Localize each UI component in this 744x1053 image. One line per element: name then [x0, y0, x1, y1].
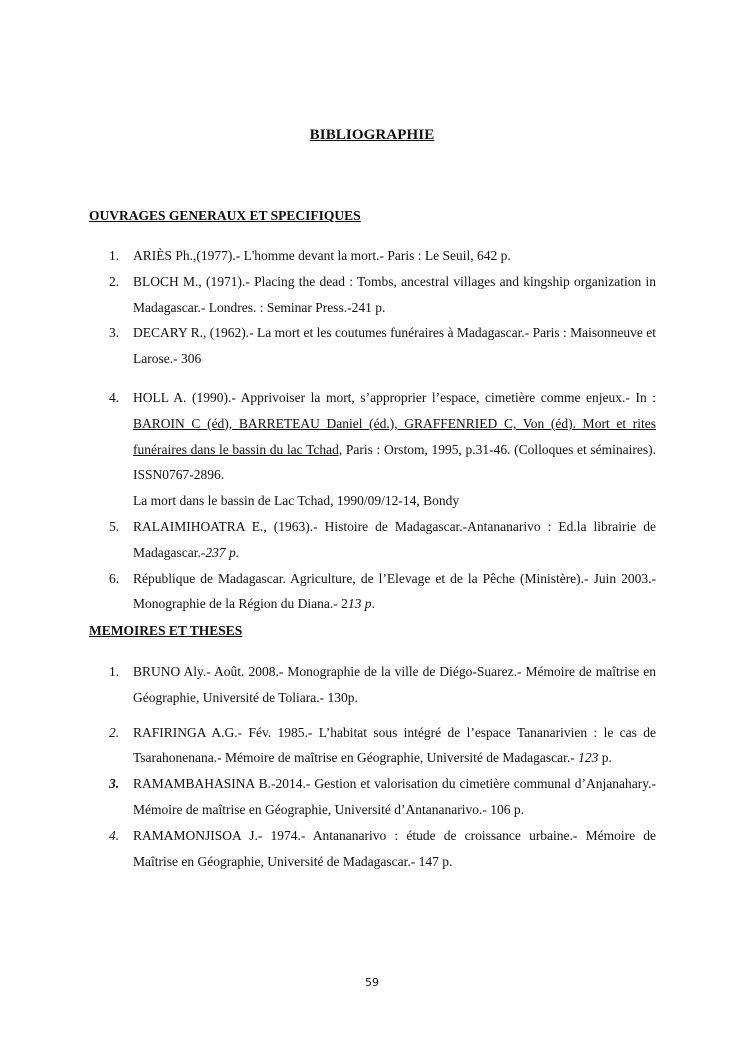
- item-text: ARIÈS Ph.,(1977).- L'homme devant la mort.- Paris : Le Seuil, 642 p.: [133, 248, 511, 263]
- item-text: HOLL A. (1990).- Apprivoiser la mort, s’approprier l’espace, cimetière comme enjeux.- In :: [133, 389, 656, 405]
- item-text: RAMAMBAHASINA B.-2014.- Gestion et valorisation du cimetière communal d’Anjanahary.- Mémoire de maîtrise en Géographie, Université d’Antananarivo.- 106 p.: [133, 776, 656, 817]
- item-text: RAFIRINGA A.G.- Fév. 1985.- L’habitat sous intégré de l’espace Tananarivien : le cas de Tsarahonenana.- Mémoire de maîtrise en Géographie, Université de Madagascar.-: [133, 724, 656, 766]
- item-text: BLOCH M., (1971).- Placing the dead : Tombs, ancestral villages and kingship organization in Madagascar.- Londres. : Seminar Press.-241 p.: [133, 273, 656, 315]
- item-text: Paris : Orstom, 1995, p.31-46. (Colloques et séminaires). ISSN0767-2896.: [133, 441, 657, 483]
- item-number: 1.: [109, 248, 120, 263]
- ouvrages-list: [109, 243, 656, 617]
- item-number: 4.: [109, 389, 120, 405]
- item-text-italic: 237 p.: [205, 544, 240, 560]
- item-number: 2.: [109, 724, 120, 740]
- item-text-second-line: La mort dans le bassin de Lac Tchad, 1990/09/12-14, Bondy: [133, 493, 460, 509]
- list-item: [109, 771, 656, 823]
- item-number: 6.: [109, 570, 120, 586]
- page-number: 59: [365, 976, 379, 989]
- list-item: [109, 823, 656, 875]
- list-item: [109, 514, 656, 566]
- item-text: RAMAMONJISOA J.- 1974.- Antananarivo : étude de croissance urbaine.- Mémoire de Maîtrise en Géographie, Université de Madagascar.- 147 p.: [133, 827, 656, 869]
- item-text: .: [371, 596, 375, 612]
- item-text: RALAIMIHOATRA E., (1963).- Histoire de Madagascar.-Antananarivo : Ed.la librairie de Madagascar.-: [133, 518, 656, 560]
- page-title: BIBLIOGRAPHIE: [309, 127, 435, 143]
- memoires-list: [109, 659, 656, 874]
- list-item: [109, 720, 656, 772]
- item-number: 2.: [109, 273, 120, 289]
- list-item: [109, 385, 656, 514]
- item-text-underlined: BAROIN C (éd), BARRETEAU Daniel (éd.), GRAFFENRIED C, Von (éd). Mort et rites funéraires dans le bassin du lac Tchad,: [133, 415, 656, 457]
- item-number: 1.: [109, 664, 120, 679]
- item-text: République de Madagascar. Agriculture, de l’Elevage et de la Pêche (Ministère).- Juin 2003.- Monographie de la Région du Diana.- 2: [133, 570, 656, 612]
- item-text: DECARY R., (1962).- La mort et les coutumes funéraires à Madagascar.- Paris : Maisonneuve et Larose.- 306: [133, 325, 656, 367]
- list-item: [109, 243, 656, 269]
- list-item: [109, 320, 656, 372]
- item-number: 5.: [109, 518, 120, 534]
- item-text: p.: [598, 750, 612, 766]
- section-heading-ouvrages: OUVRAGES GENERAUX ET SPECIFIQUES: [89, 208, 361, 223]
- list-item: [109, 566, 656, 618]
- item-text-italic: 123: [578, 750, 599, 766]
- list-item: [109, 659, 656, 711]
- item-number: 4.: [109, 827, 120, 843]
- section-heading-memoires: MEMOIRES ET THESES: [89, 623, 243, 638]
- item-text-italic: 13 p: [347, 596, 372, 612]
- list-item: [109, 269, 656, 321]
- item-number: 3.: [109, 776, 120, 792]
- item-text: BRUNO Aly.- Août. 2008.- Monographie de la ville de Diégo-Suarez.- Mémoire de maîtrise en Géographie, Université de Toliara.- 130p.: [133, 664, 656, 705]
- item-number: 3.: [109, 325, 120, 341]
